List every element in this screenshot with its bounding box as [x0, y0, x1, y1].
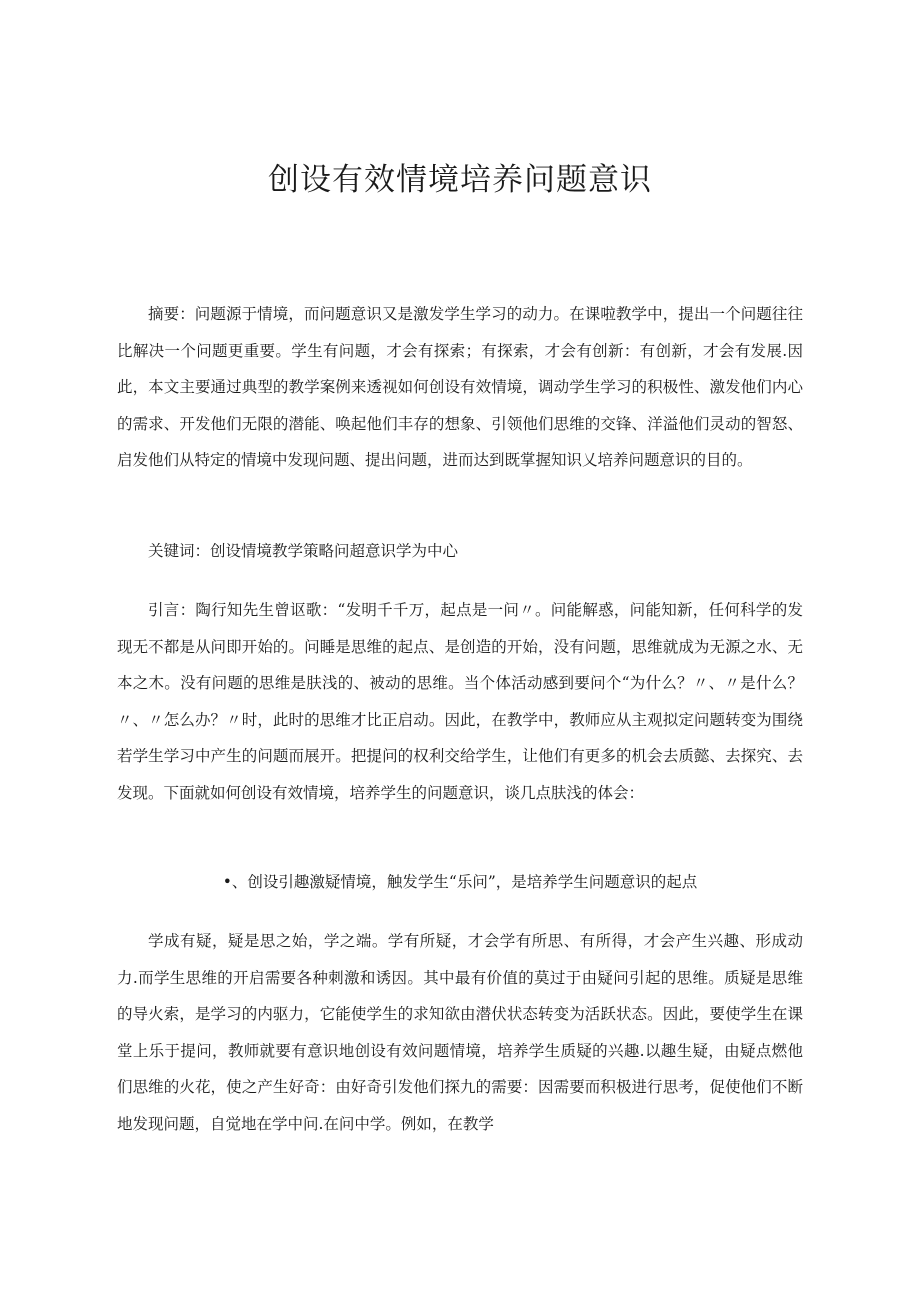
abstract-paragraph: 摘要：问题源于情境，而问题意识又是激发学生学习的动力。在课啦教学中，提出一个问题往往比解决一个问题更重要。学生有问题，才会有探索；有探索，才会有创新：有创新，才会有发展.因此，本文主要通过典型的教学案例来透视如何创设有效情境，调动学生学习的积极性、激发他们内心的需求、开发他们无限的潜能、唤起他们丰存的想象、引领他们思维的交锋、洋溢他们灵动的智怒、启发他们从特定的情境中发现问题、提出问题，进而达到既掌握知识乂培养问题意识的目的。 — [117, 305, 803, 469]
body-paragraph: 学成有疑，疑是思之始，学之端。学有所疑，才会学有所思、有所得，才会产生兴趣、形成动力.而学生思维的开启需要各种刺激和诱因。其中最有价值的莫过于由疑问引起的思维。质疑是思维的导火索，是学习的内驱力，它能使学生的求知欲由潜伏状态转变为活跃状态。因此，要使学生在课堂上乐于提问，教师就要有意识地创设有效问题情境，培养学生质疑的兴趣.以趣生疑，由疑点燃他们思维的火花，使之产生好奇：由好奇引发他们探九的需要：因需要而积极进行思考，促使他们不断地发现问题，自觉地在学中问.在问中学。例如，在教学 — [117, 932, 803, 1133]
keywords-paragraph: 关键词：创设情境教学策略问超意识学为中心 — [148, 542, 459, 560]
section-heading: •、创设引趣激疑情境，触发学生“乐问”，是培养学生问题意识的起点 — [222, 873, 698, 891]
intro-paragraph: 引言：陶行知先生曾讴歌：“发明千千万，起点是一问〃。问能解惑，问能知新，任何科学的发现无不都是从问即开始的。问睡是思维的起点、是创造的开始，没有问题，思维就成为无源之水、无本之木。没有问题的思维是肤浅的、被动的思维。当个体活动感到要问个“为什么？〃、〃是什么？〃、〃怎么办？〃时，此时的思维才比正启动。因此，在教学中，教师应从主观拟定问题转变为围绕若学生学习中产生的问题而展开。把提问的权利交给学生，让他们有更多的机会去质懿、去探究、去发现。下面就如何创设有效情境，培养学生的问题意识，谈几点肤浅的体会： — [117, 601, 803, 802]
document-title: 创设有效情境培养问题意识 — [268, 162, 652, 198]
